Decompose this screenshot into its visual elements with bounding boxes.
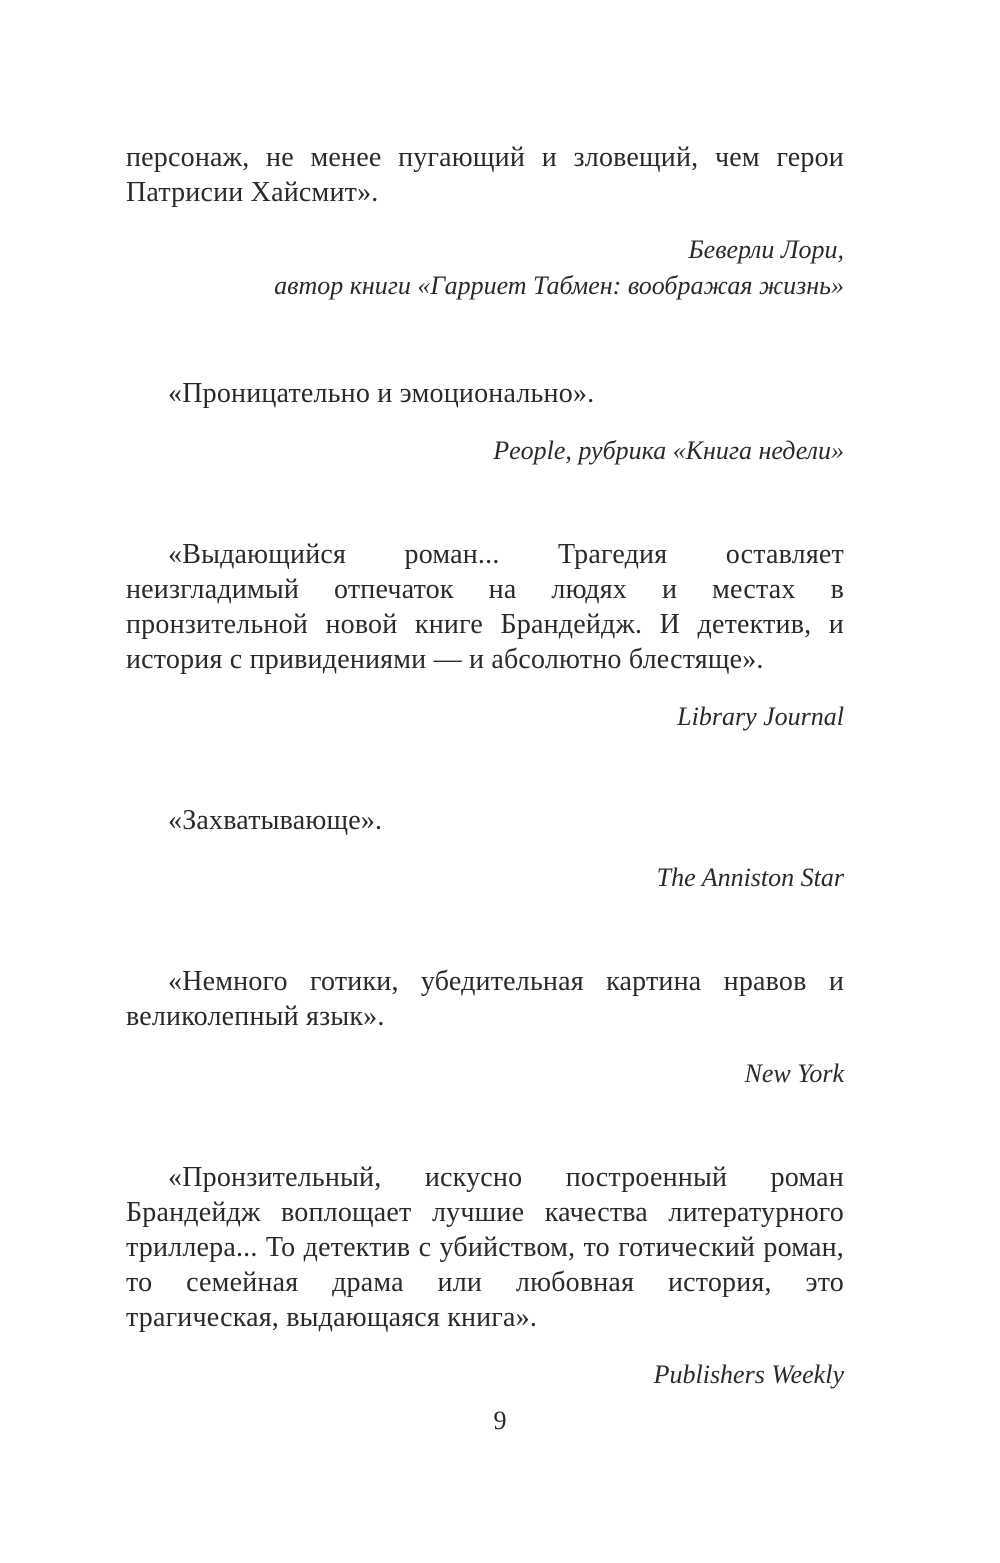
review-quote: персонаж, не менее пугающий и зловещий, чем герои Патрисии Хайсмит». <box>126 142 844 208</box>
review-attribution: The Anniston Star <box>656 863 844 892</box>
page-number: 9 <box>493 1406 507 1435</box>
review-quote: «Выдающийся роман... Трагедия оставляет неизгладимый отпечаток на людях и местах в пронзительной новой книге Брандейдж. И детектив, и история с привидениями — и абсолютно блестяще». <box>126 539 844 675</box>
review-attribution: Publishers Weekly <box>653 1360 844 1389</box>
review-attribution: автор книги «Гарриет Табмен: воображая жизнь» <box>274 271 844 300</box>
review-quote: «Проницательно и эмоционально». <box>168 378 595 409</box>
review-quote: «Пронзительный, искусно построенный роман Брандейдж воплощает лучшие качества литературного триллера... То детектив с убийством, то готический роман, то семейная драма или любовная история, это трагическая, выдающаяся книга». <box>126 1162 844 1333</box>
book-page-content <box>126 140 844 1393</box>
review-quote: «Захватывающе». <box>168 805 383 836</box>
review-attribution: People, рубрика «Книга недели» <box>493 436 844 465</box>
review-attribution: New York <box>744 1059 844 1088</box>
review-quote: «Немного готики, убедительная картина нравов и великолепный язык». <box>126 966 844 1032</box>
review-attribution: Беверли Лори, <box>688 235 844 264</box>
review-attribution: Library Journal <box>677 702 844 731</box>
